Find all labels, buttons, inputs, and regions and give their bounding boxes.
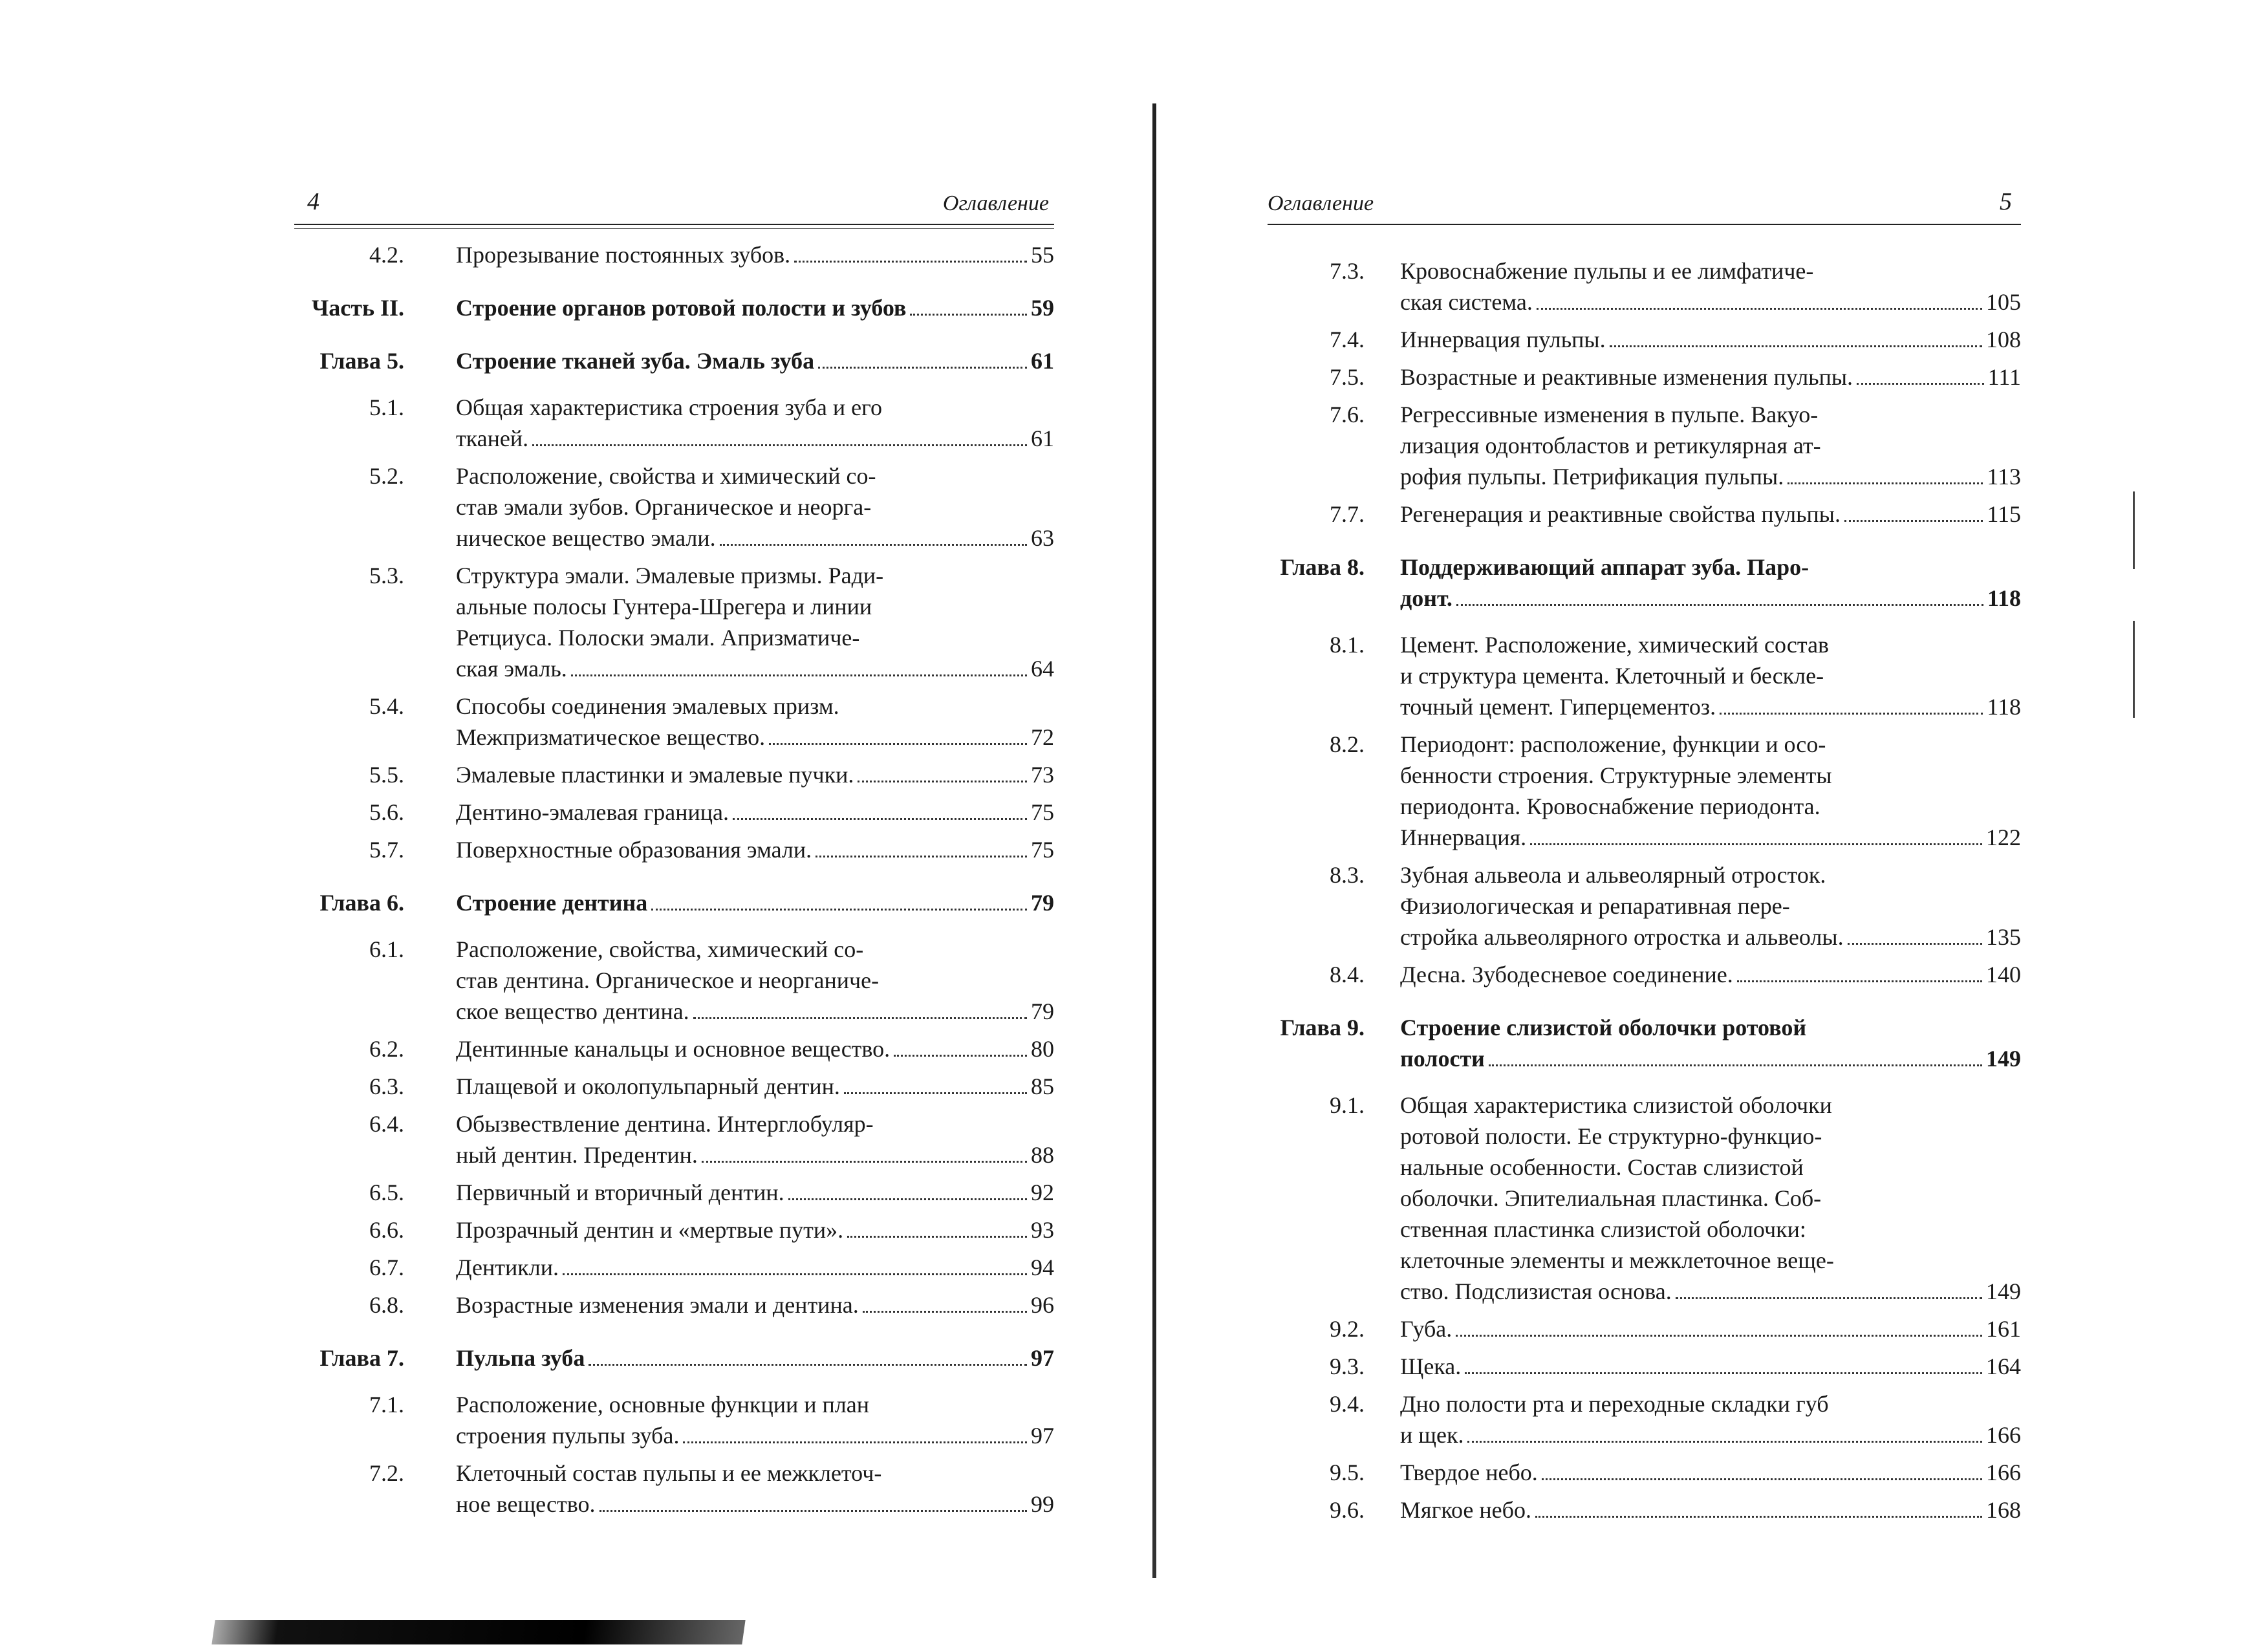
leader-dots <box>651 909 1027 911</box>
right-page <box>1268 0 2021 1649</box>
leader-dots <box>1467 1441 1982 1443</box>
header-rule <box>294 224 1054 225</box>
toc-entry[interactable] <box>294 460 1054 554</box>
entry-line: Общая характеристика строения зуба и его <box>456 394 883 420</box>
leader-dots <box>847 1236 1027 1238</box>
entry-title: Иннервация пульпы. <box>1400 327 1606 352</box>
toc-entry[interactable] <box>294 834 1054 865</box>
entry-title: ская система. <box>1400 289 1533 315</box>
running-title: Оглавление <box>942 191 1049 215</box>
entry-page: 135 <box>1986 924 2021 950</box>
entry-page: 161 <box>1986 1316 2021 1342</box>
entry-title: Возрастные изменения эмали и дентина. <box>456 1292 859 1318</box>
entry-title: ство. Подслизистая основа. <box>1400 1278 1672 1304</box>
entry-line: ственная пластинка слизистой оболочки: <box>1400 1216 1806 1242</box>
entry-title: и щек. <box>1400 1422 1464 1448</box>
toc-entry[interactable] <box>1268 1494 2021 1525</box>
entry-number: 8.4. <box>1330 962 1365 987</box>
header-rule-thin <box>294 228 1054 229</box>
entry-title: Твердое небо. <box>1400 1460 1538 1485</box>
running-title: Оглавление <box>1268 191 1374 215</box>
toc-entry[interactable] <box>1268 1313 2021 1344</box>
entry-page: 115 <box>1987 501 2021 527</box>
entry-page: 140 <box>1986 962 2021 987</box>
entry-number: 9.6. <box>1330 1497 1365 1523</box>
entry-title: Регенерация и реактивные свойства пульпы. <box>1400 501 1841 527</box>
leader-dots <box>720 544 1027 546</box>
scan-artifact <box>2133 491 2135 569</box>
leader-dots <box>1489 1064 1982 1066</box>
entry-page: 118 <box>1987 585 2021 611</box>
entry-page: 80 <box>1031 1036 1054 1062</box>
leader-dots <box>1456 604 1983 606</box>
entry-page: 94 <box>1031 1255 1054 1280</box>
entry-line: Дно полости рта и переходные складки губ <box>1400 1391 1829 1417</box>
entry-line: Периодонт: расположение, функции и осо- <box>1400 731 1826 757</box>
leader-dots <box>910 314 1027 316</box>
leader-dots <box>794 261 1027 263</box>
entry-line: Общая характеристика слизистой оболочки <box>1400 1092 1832 1118</box>
entry-number: 6.5. <box>369 1180 404 1205</box>
chapter-number: Глава 9. <box>1280 1015 1365 1040</box>
toc-list <box>294 239 1054 1526</box>
entry-line: Способы соединения эмалевых призм. <box>456 693 839 719</box>
entry-number: 5.5. <box>369 762 404 788</box>
entry-line: Расположение, свойства, химический со- <box>456 936 864 962</box>
leader-dots <box>894 1055 1027 1057</box>
toc-entry[interactable] <box>1268 859 2021 953</box>
entry-number: 9.3. <box>1330 1353 1365 1379</box>
leader-dots <box>1787 482 1983 484</box>
left-page-header <box>294 173 1054 225</box>
header-rule <box>1268 224 2021 225</box>
toc-chapter[interactable] <box>1268 552 2021 614</box>
entry-title: полости <box>1400 1046 1485 1072</box>
entry-line: Обызвествление дентина. Интерглобуляр- <box>456 1111 874 1137</box>
toc-entry[interactable] <box>294 1033 1054 1064</box>
leader-dots <box>683 1441 1027 1443</box>
leader-dots <box>1676 1297 1982 1299</box>
leader-dots <box>563 1273 1027 1275</box>
chapter-number: Глава 8. <box>1280 554 1365 580</box>
entry-title: Мягкое небо. <box>1400 1497 1531 1523</box>
toc-entry[interactable] <box>294 691 1054 753</box>
entry-title: Иннервация. <box>1400 824 1527 850</box>
chapter-number: Глава 7. <box>319 1345 404 1371</box>
entry-page: 105 <box>1986 289 2021 315</box>
entry-page: 73 <box>1031 762 1054 788</box>
entry-page: 122 <box>1986 824 2021 850</box>
toc-entry[interactable] <box>294 1071 1054 1102</box>
entry-number: 7.7. <box>1330 501 1365 527</box>
entry-number: 6.1. <box>369 936 404 962</box>
entry-title: Поверхностные образования эмали. <box>456 837 812 863</box>
leader-dots <box>818 367 1027 369</box>
entry-number: 6.2. <box>369 1036 404 1062</box>
entry-line: Расположение, основные функции и план <box>456 1392 870 1417</box>
toc-entry[interactable] <box>1268 399 2021 492</box>
entry-line: Физиологическая и репаративная пере- <box>1400 893 1790 919</box>
toc-entry[interactable] <box>294 1252 1054 1283</box>
entry-page: 97 <box>1031 1345 1054 1371</box>
entry-line: Поддерживающий аппарат зуба. Паро- <box>1400 554 1809 580</box>
entry-line: Структура эмали. Эмалевые призмы. Ради- <box>456 563 884 588</box>
entry-line: Цемент. Расположение, химический состав <box>1400 632 1830 658</box>
toc-entry[interactable] <box>1268 1351 2021 1382</box>
entry-page: 108 <box>1986 327 2021 352</box>
entry-title: Губа. <box>1400 1316 1453 1342</box>
leader-dots <box>1537 308 1982 310</box>
toc-chapter[interactable] <box>294 887 1054 918</box>
entry-page: 55 <box>1031 242 1054 268</box>
entry-page: 118 <box>1987 694 2021 720</box>
entry-page: 113 <box>1987 464 2021 490</box>
entry-title: Эмалевые пластинки и эмалевые пучки. <box>456 762 854 788</box>
leader-dots <box>693 1017 1027 1019</box>
leader-dots <box>1530 843 1982 845</box>
entry-page: 85 <box>1031 1073 1054 1099</box>
entry-page: 93 <box>1031 1217 1054 1243</box>
entry-line: Клеточный состав пульпы и ее межклеточ- <box>456 1460 882 1486</box>
entry-number: 8.2. <box>1330 731 1365 757</box>
entry-page: 63 <box>1031 525 1054 551</box>
chapter-number: Глава 6. <box>319 890 404 916</box>
toc-entry[interactable] <box>1268 1090 2021 1307</box>
entry-number: 6.7. <box>369 1255 404 1280</box>
entry-number: 8.1. <box>1330 632 1365 658</box>
toc-entry[interactable] <box>294 1289 1054 1320</box>
entry-line: бенности строения. Структурные элементы <box>1400 762 1832 788</box>
toc-entry[interactable] <box>294 797 1054 828</box>
entry-page: 61 <box>1031 348 1054 374</box>
entry-title: ное вещество. <box>456 1491 596 1517</box>
toc-entry[interactable] <box>1268 361 2021 393</box>
left-page <box>294 0 1054 1649</box>
leader-dots <box>1848 943 1982 945</box>
entry-title: Щека. <box>1400 1353 1462 1379</box>
entry-title: донт. <box>1400 585 1453 611</box>
entry-line: став эмали зубов. Органическое и неорга- <box>456 494 872 520</box>
entry-number: 7.5. <box>1330 364 1365 390</box>
entry-title: ный дентин. Предентин. <box>456 1142 698 1168</box>
entry-line: нальные особенности. Состав слизистой <box>1400 1154 1804 1180</box>
entry-number: 7.4. <box>1330 327 1365 352</box>
entry-number: 5.4. <box>369 693 404 719</box>
entry-title: Строение тканей зуба. Эмаль зуба <box>456 348 815 374</box>
entry-number: 6.8. <box>369 1292 404 1318</box>
entry-page: 75 <box>1031 837 1054 863</box>
entry-title: рофия пульпы. Петрификация пульпы. <box>1400 464 1784 490</box>
entry-page: 149 <box>1986 1046 2021 1072</box>
toc-entry[interactable] <box>294 759 1054 790</box>
entry-page: 92 <box>1031 1180 1054 1205</box>
toc-entry[interactable] <box>294 1177 1054 1208</box>
entry-page: 79 <box>1031 890 1054 916</box>
leader-dots <box>1542 1478 1982 1480</box>
entry-line: Кровоснабжение пульпы и ее лимфатиче- <box>1400 258 1814 284</box>
toc-entry[interactable] <box>1268 959 2021 990</box>
entry-title: тканей. <box>456 426 529 451</box>
entry-title: стройка альвеолярного отростка и альвеолы. <box>1400 924 1844 950</box>
toc-entry[interactable] <box>294 1214 1054 1245</box>
entry-number: 5.7. <box>369 837 404 863</box>
leader-dots <box>599 1510 1027 1512</box>
toc-entry[interactable] <box>1268 1457 2021 1488</box>
chapter-number: Глава 5. <box>319 348 404 374</box>
entry-page: 164 <box>1986 1353 2021 1379</box>
toc-entry[interactable] <box>294 239 1054 270</box>
entry-number: 7.1. <box>369 1392 404 1417</box>
leader-dots <box>788 1198 1027 1200</box>
entry-page: 99 <box>1031 1491 1054 1517</box>
page-number: 4 <box>307 188 319 215</box>
toc-entry[interactable] <box>294 934 1054 1027</box>
leader-dots <box>863 1311 1027 1313</box>
entry-number: 5.2. <box>369 463 404 489</box>
toc-chapter[interactable] <box>294 345 1054 376</box>
entry-line: Ретциуса. Полоски эмали. Апризматиче- <box>456 625 860 651</box>
entry-page: 59 <box>1031 295 1054 321</box>
leader-dots <box>1857 383 1984 385</box>
leader-dots <box>1610 345 1982 347</box>
entry-line: и структура цемента. Клеточный и бескле- <box>1400 663 1824 689</box>
entry-page: 75 <box>1031 799 1054 825</box>
entry-title: ское вещество дентина. <box>456 998 689 1024</box>
entry-number: 9.1. <box>1330 1092 1365 1118</box>
entry-title: Строение дентина <box>456 890 648 916</box>
leader-dots <box>589 1364 1027 1366</box>
entry-title: строения пульпы зуба. <box>456 1423 680 1449</box>
right-page-header <box>1268 173 2021 225</box>
entry-line: Строение слизистой оболочки ротовой <box>1400 1015 1807 1040</box>
entry-title: Пульпа зуба <box>456 1345 585 1371</box>
toc-entry[interactable] <box>1268 255 2021 318</box>
entry-number: 7.3. <box>1330 258 1365 284</box>
entry-title: ническое вещество эмали. <box>456 525 716 551</box>
toc-entry[interactable] <box>294 392 1054 454</box>
entry-title: Межпризматическое вещество. <box>456 724 766 750</box>
entry-title: Дентино-эмалевая граница. <box>456 799 729 825</box>
entry-line: периодонта. Кровоснабжение периодонта. <box>1400 793 1820 819</box>
entry-page: 166 <box>1986 1460 2021 1485</box>
entry-title: Прорезывание постоянных зубов. <box>456 242 791 268</box>
entry-number: 7.2. <box>369 1460 404 1486</box>
entry-page: 64 <box>1031 656 1054 682</box>
entry-title: Дентикли. <box>456 1255 559 1280</box>
entry-number: 8.3. <box>1330 862 1365 888</box>
leader-dots <box>1456 1335 1982 1337</box>
toc-part[interactable] <box>294 292 1054 323</box>
toc-list <box>1268 255 2021 1532</box>
book-spine <box>1152 103 1156 1578</box>
toc-entry[interactable] <box>294 1108 1054 1170</box>
entry-number: 6.4. <box>369 1111 404 1137</box>
entry-number: 4.2. <box>369 242 404 268</box>
scan-artifact <box>211 1620 745 1644</box>
toc-entry[interactable] <box>1268 499 2021 530</box>
entry-title: Дентинные канальцы и основное вещество. <box>456 1036 891 1062</box>
entry-number: 5.6. <box>369 799 404 825</box>
entry-title: Плащевой и околопульпарный дентин. <box>456 1073 840 1099</box>
entry-number: 6.6. <box>369 1217 404 1243</box>
entry-line: альные полосы Гунтера-Шрегера и линии <box>456 594 872 620</box>
entry-line: Зубная альвеола и альвеолярный отросток. <box>1400 862 1826 888</box>
leader-dots <box>1720 713 1983 715</box>
toc-entry[interactable] <box>1268 729 2021 853</box>
toc-entry[interactable] <box>1268 629 2021 722</box>
toc-entry[interactable] <box>1268 324 2021 355</box>
entry-page: 96 <box>1031 1292 1054 1318</box>
leader-dots <box>858 781 1027 782</box>
entry-number: 5.3. <box>369 563 404 588</box>
entry-number: 9.4. <box>1330 1391 1365 1417</box>
entry-title: точный цемент. Гиперцементоз. <box>1400 694 1716 720</box>
entry-line: став дентина. Органическое и неорганиче- <box>456 967 880 993</box>
entry-title: ская эмаль. <box>456 656 567 682</box>
entry-page: 79 <box>1031 998 1054 1024</box>
entry-page: 97 <box>1031 1423 1054 1449</box>
entry-title: Первичный и вторичный дентин. <box>456 1180 784 1205</box>
entry-page: 72 <box>1031 724 1054 750</box>
entry-number: 9.2. <box>1330 1316 1365 1342</box>
entry-line: оболочки. Эпителиальная пластинка. Соб- <box>1400 1185 1822 1211</box>
entry-title: Строение органов ротовой полости и зубов <box>456 295 907 321</box>
entry-number: 6.3. <box>369 1073 404 1099</box>
page-number: 5 <box>2000 188 2012 215</box>
scan-artifact <box>2133 621 2135 718</box>
entry-page: 61 <box>1031 426 1054 451</box>
leader-dots <box>532 444 1027 446</box>
leader-dots <box>1844 520 1983 522</box>
leader-dots <box>1465 1372 1982 1374</box>
toc-entry[interactable] <box>294 1458 1054 1520</box>
entry-page: 88 <box>1031 1142 1054 1168</box>
entry-page: 168 <box>1986 1497 2021 1523</box>
toc-entry[interactable] <box>294 1389 1054 1451</box>
leader-dots <box>733 818 1027 820</box>
leader-dots <box>769 743 1027 745</box>
entry-page: 111 <box>1987 364 2021 390</box>
toc-entry[interactable] <box>1268 1388 2021 1450</box>
entry-line: Регрессивные изменения в пульпе. Вакуо- <box>1400 402 1819 427</box>
entry-title: Прозрачный дентин и «мертвые пути». <box>456 1217 844 1243</box>
entry-page: 166 <box>1986 1422 2021 1448</box>
entry-line: Расположение, свойства и химический со- <box>456 463 876 489</box>
entry-title: Десна. Зубодесневое соединение. <box>1400 962 1733 987</box>
toc-entry[interactable] <box>294 560 1054 684</box>
entry-number: 9.5. <box>1330 1460 1365 1485</box>
entry-number: 7.6. <box>1330 402 1365 427</box>
entry-line: клеточные элементы и межклеточное веще- <box>1400 1247 1834 1273</box>
entry-number: 5.1. <box>369 394 404 420</box>
leader-dots <box>702 1161 1027 1163</box>
leader-dots <box>1535 1516 1982 1518</box>
entry-title: Возрастные и реактивные изменения пульпы. <box>1400 364 1853 390</box>
leader-dots <box>844 1092 1027 1094</box>
leader-dots <box>815 856 1027 857</box>
leader-dots <box>1737 980 1982 982</box>
entry-line: ротовой полости. Ее структурно-функцио- <box>1400 1123 1822 1149</box>
leader-dots <box>571 674 1027 676</box>
toc-chapter[interactable] <box>1268 1012 2021 1074</box>
toc-chapter[interactable] <box>294 1342 1054 1374</box>
part-number: Часть II. <box>311 295 404 321</box>
entry-line: лизация одонтобластов и ретикулярная ат- <box>1400 433 1821 458</box>
entry-page: 149 <box>1986 1278 2021 1304</box>
